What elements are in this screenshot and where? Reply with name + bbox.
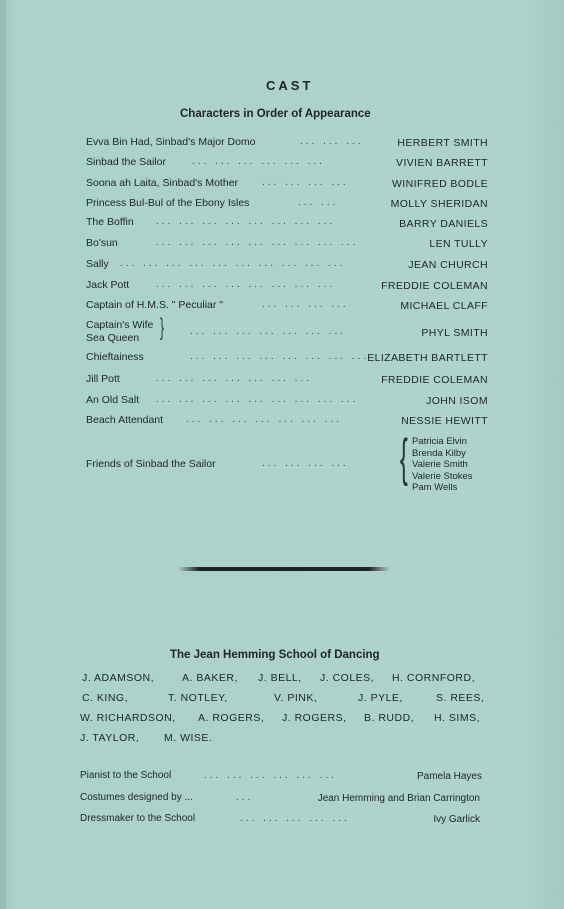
leader-dots: ... ... ... ... (262, 458, 349, 469)
actor-name: FREDDIE COLEMAN (381, 374, 488, 386)
actor-name: FREDDIE COLEMAN (381, 280, 488, 292)
friend-name: Patricia Elvin (412, 436, 467, 447)
role-name: The Boffin (86, 216, 134, 228)
dancer-name: J. ROGERS, (282, 712, 347, 724)
dancer-name: H. SIMS, (434, 712, 481, 724)
dancer-name: M. WISE. (164, 732, 213, 744)
credit-value: Jean Hemming and Brian Carrington (317, 793, 480, 804)
school-title: The Jean Hemming School of Dancing (170, 649, 380, 661)
role-name: Princess Bul-Bul of the Ebony Isles (86, 197, 250, 209)
friends-names (412, 436, 473, 494)
leader-dots: ... ... ... ... ... ... ... ... ... (156, 237, 359, 248)
dancer-name: W. RICHARDSON, (80, 712, 176, 724)
actor-name: WINIFRED BODLE (391, 178, 488, 190)
credit-value: Pamela Hayes (416, 771, 482, 782)
leader-dots: ... ... ... ... (262, 177, 349, 188)
dancer-name: T. NOTLEY, (168, 692, 228, 704)
leader-dots: ... ... ... ... ... ... ... (186, 414, 343, 425)
actor-name: ELIZABETH BARTLETT (367, 352, 488, 364)
actor-name: LEN TULLY (429, 238, 488, 250)
friend-name: Pam Wells (412, 482, 458, 493)
page-edge-shadow (0, 0, 6, 909)
dancer-name: J. BELL, (258, 672, 302, 684)
leader-dots: ... ... ... ... ... (240, 813, 350, 824)
leader-dots: ... ... ... (300, 136, 364, 147)
actor-name: JEAN CHURCH (408, 259, 488, 271)
dancer-name: J. PYLE, (358, 692, 403, 704)
friend-name: Valerie Smith (412, 459, 468, 470)
brace-icon: } (160, 314, 165, 341)
dancer-name: S. REES, (436, 692, 485, 704)
leader-dots: ... ... ... ... ... ... ... (190, 326, 347, 337)
role-name: Beach Attendant (86, 414, 164, 426)
actor-name: JOHN ISOM (426, 395, 488, 407)
role-name: Jill Pott (86, 373, 120, 385)
leader-dots: ... (236, 792, 254, 803)
dancer-name: C. KING, (82, 692, 129, 704)
dancer-name: A. BAKER, (182, 672, 238, 684)
role-name: Jack Pott (86, 279, 130, 291)
leader-dots: ... ... ... ... ... ... ... ... (156, 279, 336, 290)
leader-dots: ... ... ... ... (262, 299, 349, 310)
role-name: Evva Bin Had, Sinbad's Major Domo (86, 136, 256, 148)
dancer-name: B. RUDD, (364, 712, 415, 724)
dancer-name: J. ADAMSON, (82, 672, 155, 684)
leader-dots: ... ... ... ... ... ... ... ... (156, 216, 336, 227)
role-name: Bo'sun (86, 237, 118, 249)
role-name: An Old Salt (86, 394, 140, 406)
actor-name: MOLLY SHERIDAN (390, 198, 488, 210)
credit-value: Ivy Garlick (433, 814, 480, 825)
leader-dots: ... ... ... ... ... ... (204, 770, 337, 781)
leader-dots: ... ... (298, 197, 339, 208)
leader-dots: ... ... ... ... ... ... ... ... ... (156, 394, 359, 405)
actor-name: MICHAEL CLAFF (400, 300, 488, 312)
role-name: Soona ah Laita, Sinbad's Mother (86, 177, 239, 189)
dancer-name: A. ROGERS, (198, 712, 265, 724)
actor-name: HERBERT SMITH (397, 137, 488, 149)
role-name: Captain's Wife (86, 319, 154, 331)
leader-dots: ... ... ... ... ... ... (192, 156, 325, 167)
brace-icon: { (400, 429, 408, 487)
dancer-name: H. CORNFORD, (392, 672, 475, 684)
friend-name: Brenda Kilby (412, 447, 466, 459)
cast-subheading: Characters in Order of Appearance (180, 108, 371, 120)
credit-label: Dressmaker to the School (80, 813, 196, 824)
role-name: Sinbad the Sailor (86, 156, 166, 168)
friend-name: Valerie Stokes (412, 470, 473, 482)
actor-name: PHYL SMITH (421, 327, 488, 339)
actor-name: NESSIE HEWITT (401, 415, 488, 427)
actor-name: BARRY DANIELS (399, 218, 488, 230)
dancer-name: J. TAYLOR, (80, 732, 140, 744)
role-name-secondary: Sea Queen (86, 332, 140, 344)
dancer-name: J. COLES, (320, 672, 375, 684)
role-name: Captain of H.M.S. " Peculiar " (86, 299, 224, 311)
credit-label: Costumes designed by ... (80, 792, 193, 803)
credit-label: Pianist to the School (80, 770, 172, 781)
role-name: Sally (86, 258, 109, 270)
leader-dots: ... ... ... ... ... ... ... ... ... ... (120, 258, 346, 269)
role-name: Chieftainess (86, 351, 144, 363)
friends-role: Friends of Sinbad the Sailor (86, 458, 216, 470)
divider-rule (178, 567, 390, 571)
cast-heading: CAST (266, 78, 314, 93)
leader-dots: ... ... ... ... ... ... ... ... (190, 351, 370, 362)
dancer-name: V. PINK, (274, 692, 318, 704)
leader-dots: ... ... ... ... ... ... ... (156, 373, 313, 384)
actor-name: VIVIEN BARRETT (396, 157, 488, 169)
